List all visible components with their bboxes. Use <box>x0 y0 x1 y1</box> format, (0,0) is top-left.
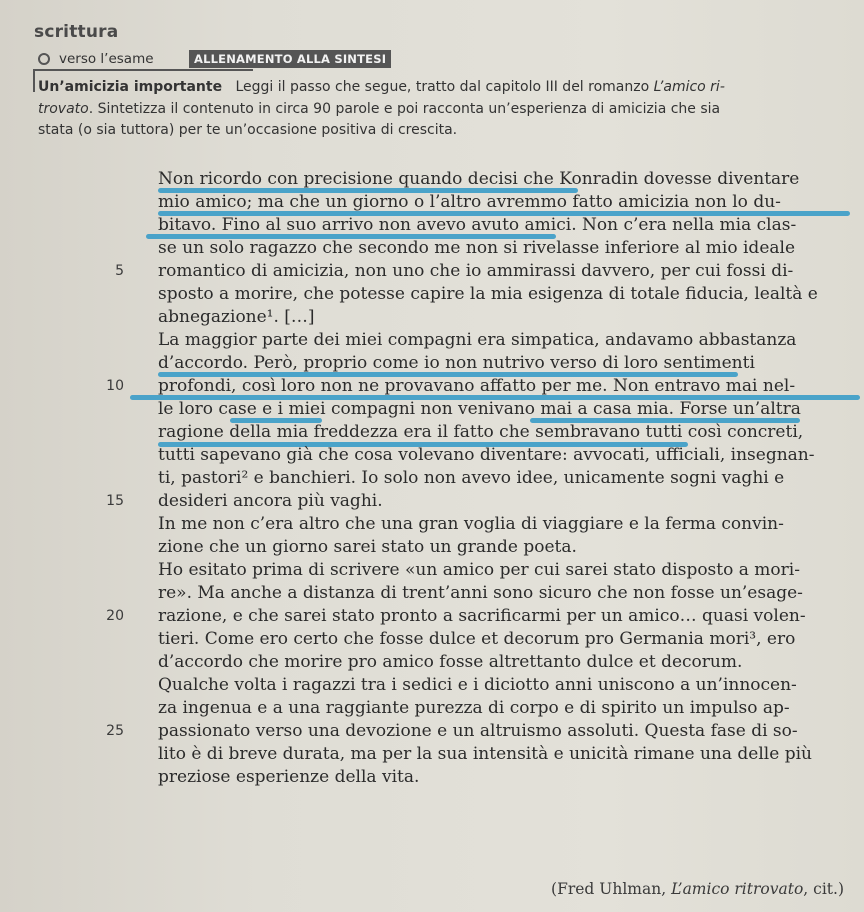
passage-line: lito è di breve durata, ma per la sua intensità e unicità rimane una delle più <box>158 744 812 764</box>
passage-line: La maggior parte dei miei compagni era simpatica, andavamo abbastanza <box>158 330 797 350</box>
citation <box>551 880 844 898</box>
exercise-badge: ALLENAMENTO ALLA SINTESI <box>189 50 391 68</box>
passage-line: tutti sapevano già che cosa volevano diventare: avvocati, ufficiali, insegnan- <box>158 445 815 465</box>
passage-line: desideri ancora più vaghi. <box>158 491 383 511</box>
passage-line: razione, e che sarei stato pronto a sacrificarmi per un amico… quasi volen- <box>158 606 806 626</box>
instructions-line-3: stata (o sia tuttora) per te un’occasione positiva di crescita. <box>38 122 458 138</box>
passage-line: re». Ma anche a distanza di trent’anni sono sicuro che non fosse un’esage- <box>158 583 803 603</box>
passage-line: se un solo ragazzo che secondo me non si rivelasse inferiore al mio ideale <box>158 238 796 258</box>
passage-line: ti, pastori² e banchieri. Io solo non avevo idee, unicamente sogni vaghi e <box>158 468 785 488</box>
passage-line: d’accordo. Però, proprio come io non nutrivo verso di loro sentimenti <box>158 353 755 373</box>
citation-tail: , cit.) <box>803 880 844 898</box>
line-number: 20 <box>106 608 124 624</box>
passage-line: sposto a morire, che potesse capire la mia esigenza di totale fiducia, lealtà e <box>158 284 818 304</box>
instructions-title: Un’amicizia importante <box>38 79 223 95</box>
passage-line: tieri. Come ero certo che fosse dulce et decorum pro Germania mori³, ero <box>158 629 796 649</box>
subsection-label: verso l’esame <box>59 51 154 67</box>
passage-line: le loro case e i miei compagni non venivano mai a casa mia. Forse un’altra <box>158 399 801 419</box>
instructions-text-1: Leggi il passo che segue, tratto dal capitolo III del romanzo <box>235 79 654 95</box>
passage-line: Qualche volta i ragazzi tra i sedici e i diciotto anni uniscono a un’innocen- <box>158 675 797 695</box>
passage-line: profondi, così loro non ne provavano affatto per me. Non entravo mai nel- <box>158 376 796 396</box>
passage-line: za ingenua e a una raggiante purezza di corpo e di spirito un impulso ap- <box>158 698 790 718</box>
passage-line: In me non c’era altro che una gran voglia di viaggiare e la ferma convin- <box>158 514 784 534</box>
passage-line: abnegazione¹. […] <box>158 307 315 327</box>
passage-line: passionato verso una devozione e un altruismo assoluti. Questa fase di so- <box>158 721 798 741</box>
passage-line: romantico di amicizia, non uno che io ammirassi davvero, per cui fossi di- <box>158 261 794 281</box>
passage-line: d’accordo che morire pro amico fosse altrettanto dulce et decorum. <box>158 652 743 672</box>
citation-author: (Fred Uhlman, <box>551 880 672 898</box>
passage-line: preziose esperienze della vita. <box>158 767 420 787</box>
passage-line: ragione della mia freddezza era il fatto che sembravano tutti così concreti, <box>158 422 804 442</box>
line-number: 15 <box>106 493 124 509</box>
passage-line: zione che un giorno sarei stato un grande poeta. <box>158 537 577 557</box>
passage-line: Ho esitato prima di scrivere «un amico per cui sarei stato disposto a mori- <box>158 560 800 580</box>
instructions-book-2: trovato <box>38 100 89 117</box>
line-number: 10 <box>106 378 124 394</box>
section-title: scrittura <box>34 22 119 42</box>
citation-title: L’amico ritrovato <box>671 880 804 898</box>
passage-line: bitavo. Fino al suo arrivo non avevo avuto amici. Non c’era nella mia clas- <box>158 215 797 235</box>
line-number: 25 <box>106 723 124 739</box>
instructions-book: L’amico ri- <box>653 79 725 95</box>
instructions-text-2: . Sintetizza il contenuto in circa 90 parole e poi racconta un’esperienza di amicizia che sia <box>88 100 721 117</box>
passage-line: mio amico; ma che un giorno o l’altro avremmo fatto amicizia non lo du- <box>158 192 781 212</box>
line-number: 5 <box>115 263 124 279</box>
passage-line: Non ricordo con precisione quando decisi che Konradin dovesse diventare <box>158 169 800 189</box>
